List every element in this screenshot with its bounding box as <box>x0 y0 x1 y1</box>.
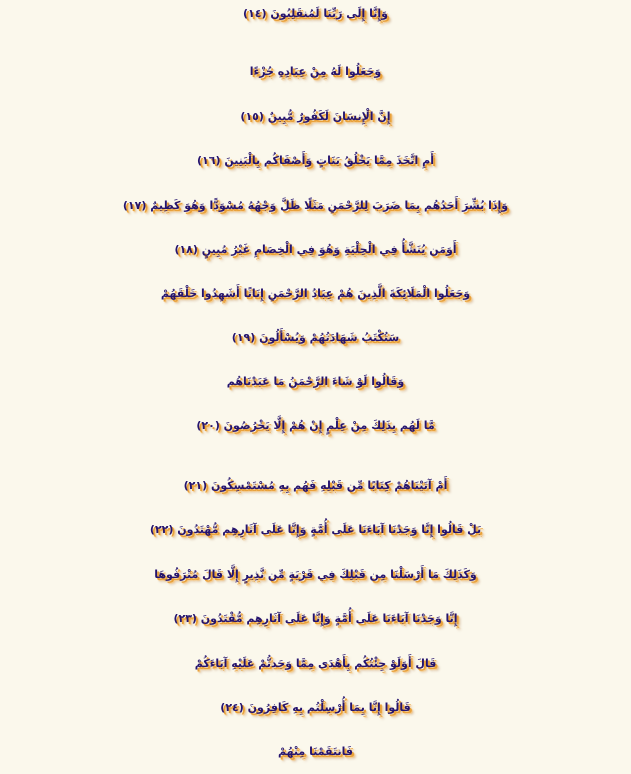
verse-line: قَالُوا إِنَّا بِمَا أُرْسِلْتُم بِهِ كَافِرُونَ (٢٤) <box>220 701 411 714</box>
verse-line: وَإِذَا بُشِّرَ أَحَدُهُم بِمَا ضَرَبَ لِلرَّحْمَنِ مَثَلًا ظَلَّ وَجْهُهُ مُسْوَدًّا وَهُوَ كَظِيمٌ (١٧) <box>122 199 509 212</box>
verse-line: إِنَّ الْإِنسَانَ لَكَفُورٌ مُّبِينٌ (١٥) <box>240 110 391 123</box>
verse-line: أَمْ آتَيْنَاهُمْ كِتَابًا مِّن قَبْلِهِ فَهُم بِهِ مُسْتَمْسِكُونَ (٢١) <box>183 479 448 492</box>
verse-line: أَوَمَن يُنَشَّأُ فِي الْحِلْيَةِ وَهُوَ فِي الْخِصَامِ غَيْرُ مُبِينٍ (١٨) <box>174 243 457 256</box>
verse-line: وَكَذَلِكَ مَا أَرْسَلْنَا مِن قَبْلِكَ فِي قَرْيَةٍ مِّن نَّذِيرٍ إِلَّا قَالَ مُتْرَفُوهَا <box>154 568 477 581</box>
verse-line: قَالَ أَوَلَوْ جِئْتُكُم بِأَهْدَى مِمَّا وَجَدتُّمْ عَلَيْهِ آبَاءَكُمْ <box>194 657 437 670</box>
verse-line: مَّا لَهُم بِذَلِكَ مِنْ عِلْمٍ إِنْ هُمْ إِلَّا يَخْرُصُونَ (٢٠) <box>196 419 435 432</box>
verse-line: سَتُكْتَبُ شَهَادَتُهُمْ وَيُسْأَلُونَ (١٩) <box>231 331 400 344</box>
verse-line: إِنَّا وَجَدْنَا آبَاءَنَا عَلَى أُمَّةٍ وَإِنَّا عَلَى آثَارِهِم مُّقْتَدُونَ (٢٣) <box>173 612 458 625</box>
verse-line: بَلْ قَالُوا إِنَّا وَجَدْنَا آبَاءَنَا عَلَى أُمَّةٍ وَإِنَّا عَلَى آثَارِهِم مُّهْتَدُونَ (٢٢) <box>149 523 482 536</box>
verse-line: وَجَعَلُوا لَهُ مِنْ عِبَادِهِ جُزْءًا <box>249 65 382 78</box>
verse-line: وَإِنَّا إِلَى رَبِّنَا لَمُنقَلِبُونَ (١٤) <box>243 7 388 20</box>
verse-line: فَانتَقَمْنَا مِنْهُمْ <box>278 745 353 758</box>
verse-line: أَمِ اتَّخَذَ مِمَّا يَخْلُقُ بَنَاتٍ وَأَصْفَاكُم بِالْبَنِينَ (١٦) <box>197 154 434 167</box>
verse-line: وَقَالُوا لَوْ شَاءَ الرَّحْمَنُ مَا عَبَدْنَاهُم <box>226 375 405 388</box>
verse-line: وَجَعَلُوا الْمَلَائِكَةَ الَّذِينَ هُمْ عِبَادُ الرَّحْمَنِ إِنَاثًا أَشَهِدُوا خَلْقَهُمْ <box>160 287 471 300</box>
